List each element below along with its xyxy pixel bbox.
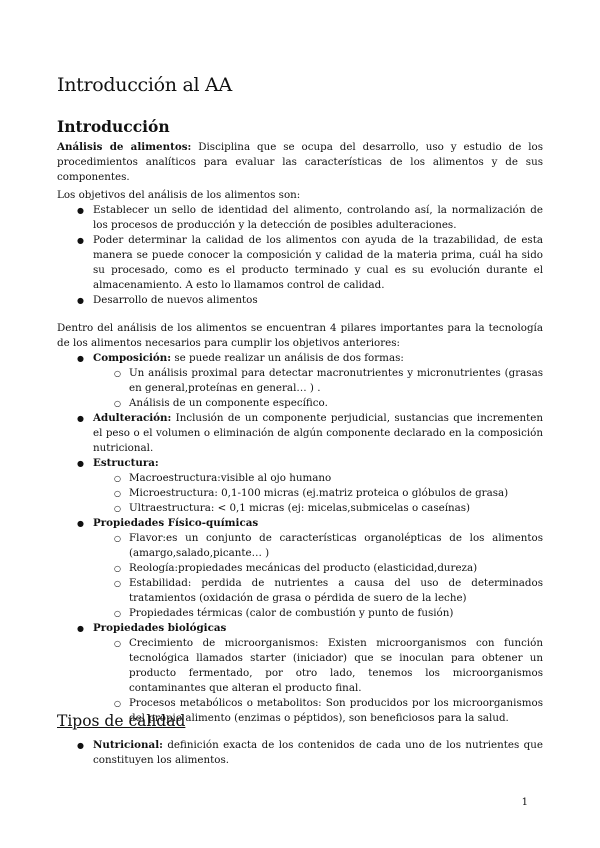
pillar-fisicoquimicas [57, 516, 543, 621]
sub-list-item: ○ Análisis de un componente específico. [57, 396, 543, 411]
sub-list-item: ○ Procesos metabólicos o metabolitos: Son producidos por los microorganismos del propio alimento (enzimas o péptidos), son beneficiosos para la salud. [57, 696, 543, 726]
definition-term: Análisis de alimentos: [57, 141, 192, 153]
pillars-list [57, 351, 543, 726]
quality-text: definición exacta de los contenidos de cada uno de los nutrientes que constituyen los alimentos. [93, 739, 543, 766]
pillar-biologicas [57, 621, 543, 726]
sub-list-item: ○ Flavor:es un conjunto de características organolépticas de los alimentos (amargo,salado,picante… ) [57, 531, 543, 561]
objectives-block [57, 188, 543, 308]
pillar-text: se puede realizar un análisis de dos formas: [171, 352, 404, 364]
sub-list-item: ○ Crecimiento de microorganismos: Existen microorganismos con función tecnológica llamados starter (iniciador) que se inoculan para obtener un producto fermentado, por otro lado, tenemos los microorganismos contaminantes que alteran el producto final. [57, 636, 543, 696]
pillar-term: Estructura: [93, 457, 159, 469]
page-number: 1 [521, 797, 528, 808]
list-item: ● Desarrollo de nuevos alimentos [57, 293, 543, 308]
section-heading-introduccion: Introducción [57, 117, 170, 136]
pillar-term: Adulteración: [93, 412, 172, 424]
pillar-estructura [57, 456, 543, 516]
list-item [57, 738, 543, 768]
pillar-composicion [57, 351, 543, 411]
sub-list-item: ○ Propiedades térmicas (calor de combustión y punto de fusión) [57, 606, 543, 621]
quality-types-block [57, 738, 543, 768]
definition-text: Disciplina que se ocupa del desarrollo, uso y estudio de los procedimientos analíticos para evaluar las características de los alimentos y de sus componentes. [57, 141, 544, 183]
pillars-block [57, 321, 543, 726]
pillar-term: Propiedades Físico-químicas [93, 517, 259, 529]
list-item: ● Poder determinar la calidad de los alimentos con ayuda de la trazabilidad, de esta manera se puede conocer la composición y calidad de la materia prima, cuál ha sido su procesado, como es el producto terminado y cual es su evolución durante el almacenamiento. A esto lo llamamos control de calidad. [57, 233, 543, 293]
quality-term: Nutricional: [93, 739, 163, 751]
definition-paragraph [57, 140, 543, 185]
pillar-text: Inclusión de un componente perjudicial, sustancias que incrementen el peso o el volumen o eliminación de algún componente declarado en la composición nutricional. [93, 412, 543, 454]
pillar-adulteracion [57, 411, 543, 456]
sub-list-item: ○ Macroestructura:visible al ojo humano [57, 471, 543, 486]
sub-list [93, 531, 543, 621]
objectives-list [57, 203, 543, 308]
list-item: ● Establecer un sello de identidad del alimento, controlando así, la normalización de los procesos de producción y la detección de posibles adulteraciones. [57, 203, 543, 233]
quality-types-list [57, 738, 543, 768]
section-heading-tipos-de-calidad: Tipos de calidad [57, 712, 186, 730]
sub-list-item: ○ Un análisis proximal para detectar macronutrientes y micronutrientes (grasas en general,proteínas en general… ) . [57, 366, 543, 396]
sub-list-item: ○ Estabilidad: perdida de nutrientes a causa del uso de determinados tratamientos (oxidación de grasa o pérdida de suero de la leche) [57, 576, 543, 606]
sub-list-item: ○ Ultraestructura: < 0,1 micras (ej: micelas,submicelas o caseínas) [57, 501, 543, 516]
sub-list-item: ○ Microestructura: 0,1-100 micras (ej.matriz proteica o glóbulos de grasa) [57, 486, 543, 501]
pillar-term: Composición: [93, 352, 172, 364]
objectives-intro: Los objetivos del análisis de los alimentos son: [57, 189, 301, 201]
pillars-intro: Dentro del análisis de los alimentos se encuentran 4 pilares importantes para la tecnología de los alimentos necesarios para cumplir los objetivos anteriores: [57, 322, 543, 349]
page-title: Introducción al AA [57, 74, 232, 96]
sub-list [93, 366, 543, 411]
sub-list [93, 471, 543, 516]
pillar-term: Propiedades biológicas [93, 622, 227, 634]
sub-list-item: ○ Reología:propiedades mecánicas del producto (elasticidad,dureza) [57, 561, 543, 576]
